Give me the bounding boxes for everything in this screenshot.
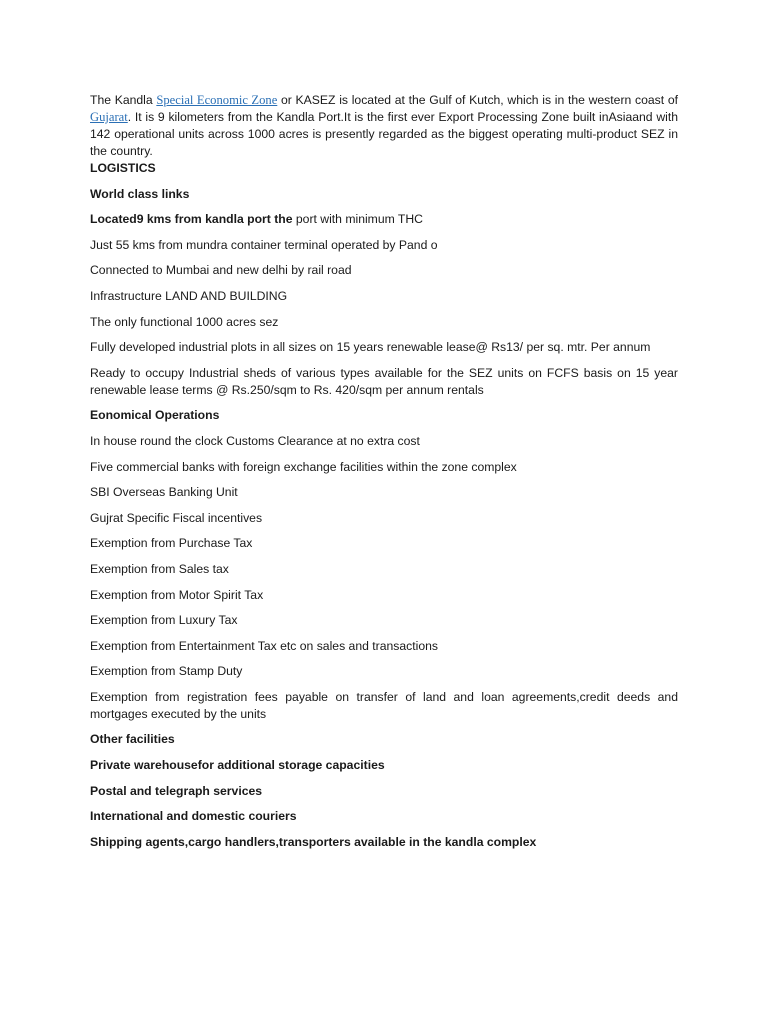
list-item: International and domestic couriers (90, 809, 297, 824)
special-economic-zone-link[interactable]: Special Economic Zone (156, 93, 278, 107)
plots-line: Fully developed industrial plots in all sizes on 15 years renewable lease@ Rs13/ per sq. mtr. Per annum (90, 340, 651, 355)
list-item: Exemption from Luxury Tax (90, 613, 238, 628)
connected-line: Connected to Mumbai and new delhi by rail road (90, 263, 352, 278)
list-item: Exemption from registration fees payable on transfer of land and loan agreements,credit deeds and mortgages executed by the units (90, 689, 678, 721)
functional-line: The only functional 1000 acres sez (90, 314, 279, 329)
logistics-heading: LOGISTICS (90, 161, 156, 175)
located-rest-text: port with minimum THC (292, 212, 423, 227)
operations-heading: Eonomical Operations (90, 408, 220, 423)
intro-text-2: or KASEZ is located at the Gulf of Kutch, which is in the western coast of (277, 93, 678, 107)
gujarat-link[interactable]: Gujarat (90, 110, 128, 124)
list-item: Shipping agents,cargo handlers,transporters available in the kandla complex (90, 834, 537, 849)
list-item: Postal and telegraph services (90, 783, 263, 798)
sheds-line: Ready to occupy Industrial sheds of various types available for the SEZ units on FCFS basis on 15 year renewable lease terms @ Rs.250/sqm to Rs. 420/sqm per annum rentals (90, 365, 678, 397)
intro-text-3: . It is 9 kilometers from the Kandla Port.It is the first ever Export Processing Zone built inAsiaand with 142 operational units across 1000 acres is presently regarded as the biggest operating multi-product SEZ in the country. (90, 110, 678, 158)
list-item: Exemption from Entertainment Tax etc on sales and transactions (90, 638, 438, 653)
list-item: In house round the clock Customs Clearance at no extra cost (90, 433, 420, 448)
list-item: Five commercial banks with foreign exchange facilities within the zone complex (90, 459, 517, 474)
intro-text-1: The Kandla (90, 93, 157, 107)
document-page (90, 92, 678, 851)
list-item: Exemption from Motor Spirit Tax (90, 587, 264, 602)
list-item: SBI Overseas Banking Unit (90, 485, 238, 500)
located-bold-text: Located9 kms from kandla port the (90, 212, 293, 227)
list-item: Exemption from Sales tax (90, 561, 229, 576)
located-line (90, 211, 678, 228)
world-class-links: World class links (90, 186, 190, 201)
list-item: Private warehousefor additional storage capacities (90, 758, 385, 773)
mundra-line: Just 55 kms from mundra container terminal operated by Pand o (90, 237, 438, 252)
list-item: Gujrat Specific Fiscal incentives (90, 510, 263, 525)
infrastructure-line: Infrastructure LAND AND BUILDING (90, 288, 288, 303)
intro-paragraph (90, 92, 678, 160)
other-facilities-heading: Other facilities (90, 732, 175, 747)
list-item: Exemption from Stamp Duty (90, 664, 243, 679)
list-item: Exemption from Purchase Tax (90, 536, 253, 551)
